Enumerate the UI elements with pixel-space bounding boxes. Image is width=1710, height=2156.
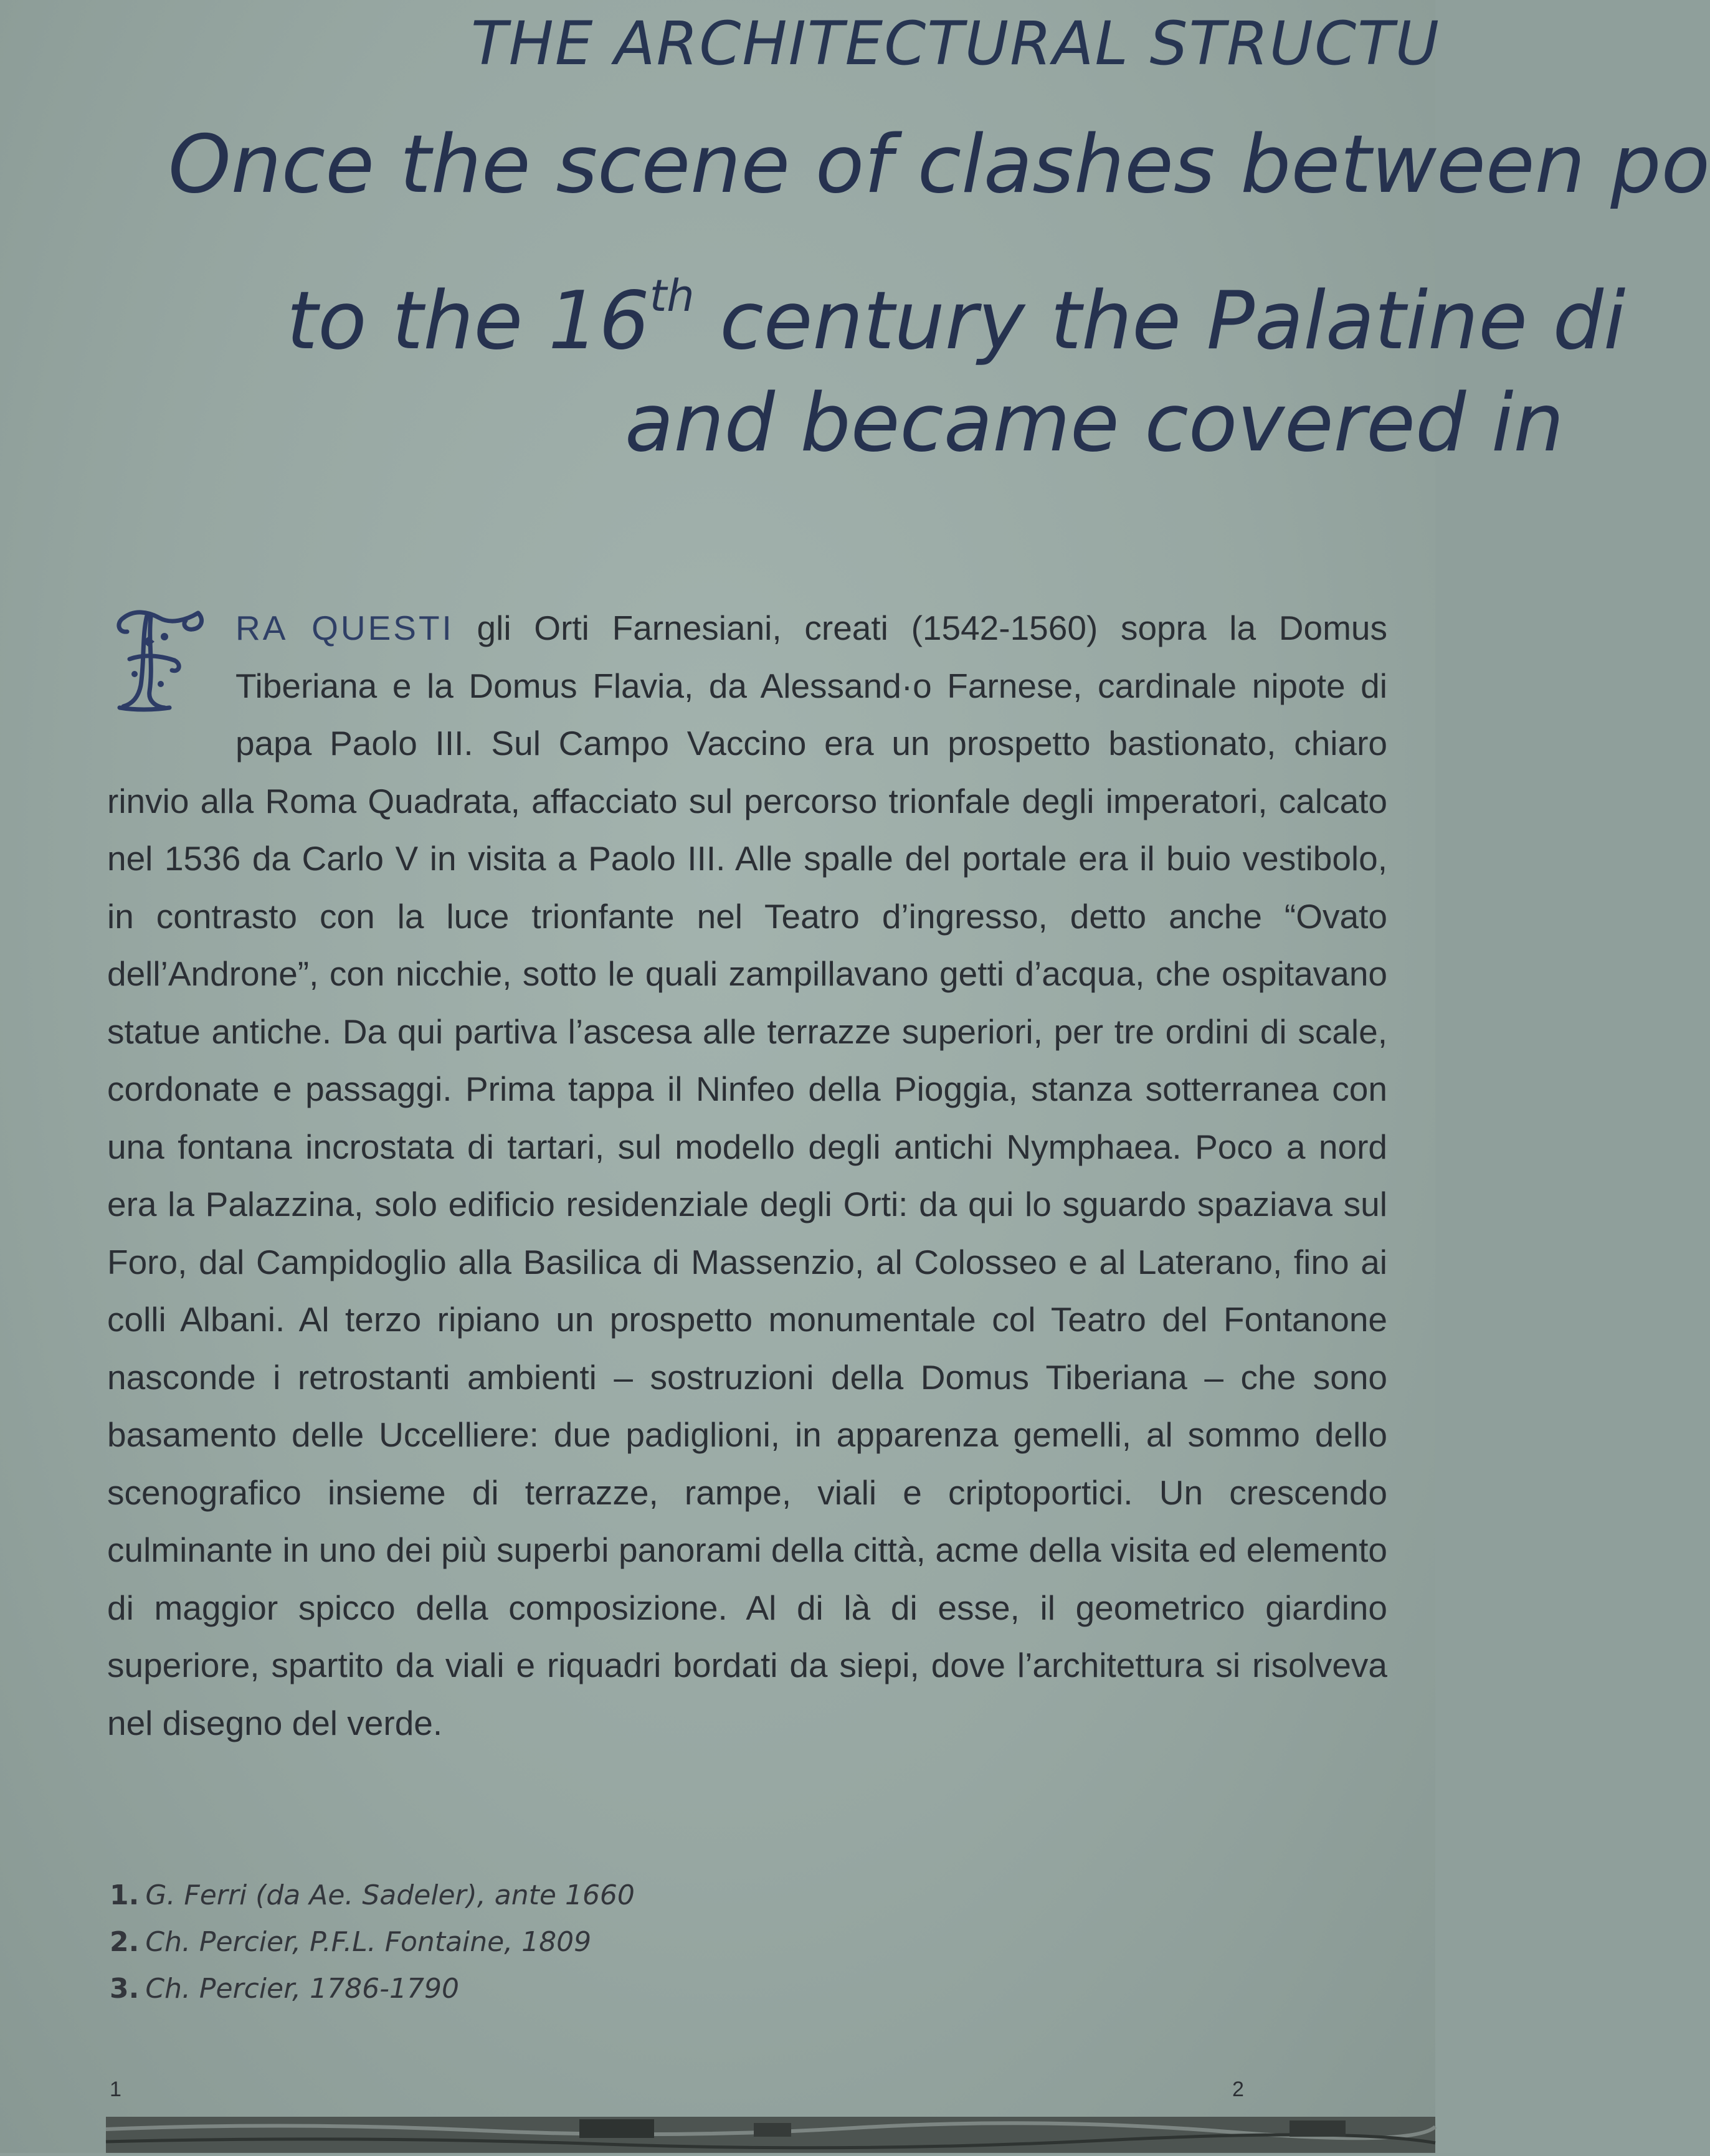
headline-line-2	[287, 246, 1625, 371]
figure-number-1: 1	[110, 2078, 121, 2101]
caption-text: G. Ferri (da Ae. Sadeler), ante 1660	[145, 1879, 635, 1911]
caption-item	[110, 1965, 635, 2012]
ornamental-initial-f	[105, 604, 217, 716]
caption-text: Ch. Percier, P.F.L. Fontaine, 1809	[145, 1926, 592, 1958]
image-captions	[110, 1872, 635, 2012]
section-label: THE ARCHITECTURAL STRUCTU	[471, 9, 1440, 78]
engraving-image-strip	[106, 2117, 1435, 2153]
caption-item	[110, 1872, 635, 1919]
headline-line-3: and became covered in	[625, 377, 1564, 470]
headline-line-1: Once the scene of clashes between po	[168, 118, 1710, 211]
caption-item	[110, 1919, 635, 1965]
caption-number: 2.	[110, 1926, 140, 1958]
body-paragraph	[107, 599, 1387, 1752]
engraving-texture	[106, 2117, 1435, 2153]
headline-line-2-end: century the Palatine di	[694, 275, 1626, 368]
caption-number: 1.	[110, 1879, 140, 1911]
body-text: gli Orti Farnesiani, creati (1542-1560) sopra la Domus Tiberiana e la Domus Flavia, da Alessand·o Farnese, cardinale nipote di papa Paolo III. Sul Campo Vaccino era un prospetto bastionato, chiaro rinvio alla Roma Quadrata, affacciato sul percorso trionfale degli imperatori, calcato nel 1536 da Carlo V in visita a Paolo III. Alle spalle del portale era il buio vestibolo, in contrasto con la luce trionfante nel Teatro d’ingresso, detto anche “Ovato dell’Androne”, con nicchie, sotto le quali zampillavano getti d’acqua, che ospitavano statue antiche. Da qui partiva l’ascesa alle terrazze superiori, per tre ordini di scale, cordonate e passaggi. Prima tappa il Ninfeo della Pioggia, stanza sotterranea con una fontana incrostata di tartari, sul modello degli antichi Nymphaea. Poco a nord era la Palazzina, solo edificio residenziale degli Orti: da qui lo sguardo spaziava sul Foro, dal Campidoglio alla Basilica di Massenzio, al Colosseo e al Laterano, fino ai colli Albani. Al terzo ripiano un prospetto monumentale col Teatro del Fontanone nasconde i retrostanti ambienti – sostruzioni della Domus Tiberiana – che sono basamento delle Uccelliere: due padiglioni, in apparenza gemelli, al sommo dello scenografico insieme di terrazze, rampe, viali e criptoportici. Un crescendo culminante in uno dei più superbi panorami della città, acme della visita ed elemento di maggior spicco della composizione. Al di là di esse, il geometrico giardino superiore, spartito da viali e riquadri bordati da siepi, dove l’architettura si risolveva nel disegno del verde.	[107, 609, 1388, 1742]
caption-text: Ch. Percier, 1786-1790	[145, 1973, 459, 2005]
lead-in-caps: RA QUESTI	[235, 609, 454, 647]
caption-number: 3.	[110, 1973, 140, 2005]
headline-line-2-start: to the 16	[287, 275, 650, 368]
headline-ordinal-suffix: th	[649, 270, 695, 321]
figure-number-2: 2	[1232, 2078, 1244, 2101]
